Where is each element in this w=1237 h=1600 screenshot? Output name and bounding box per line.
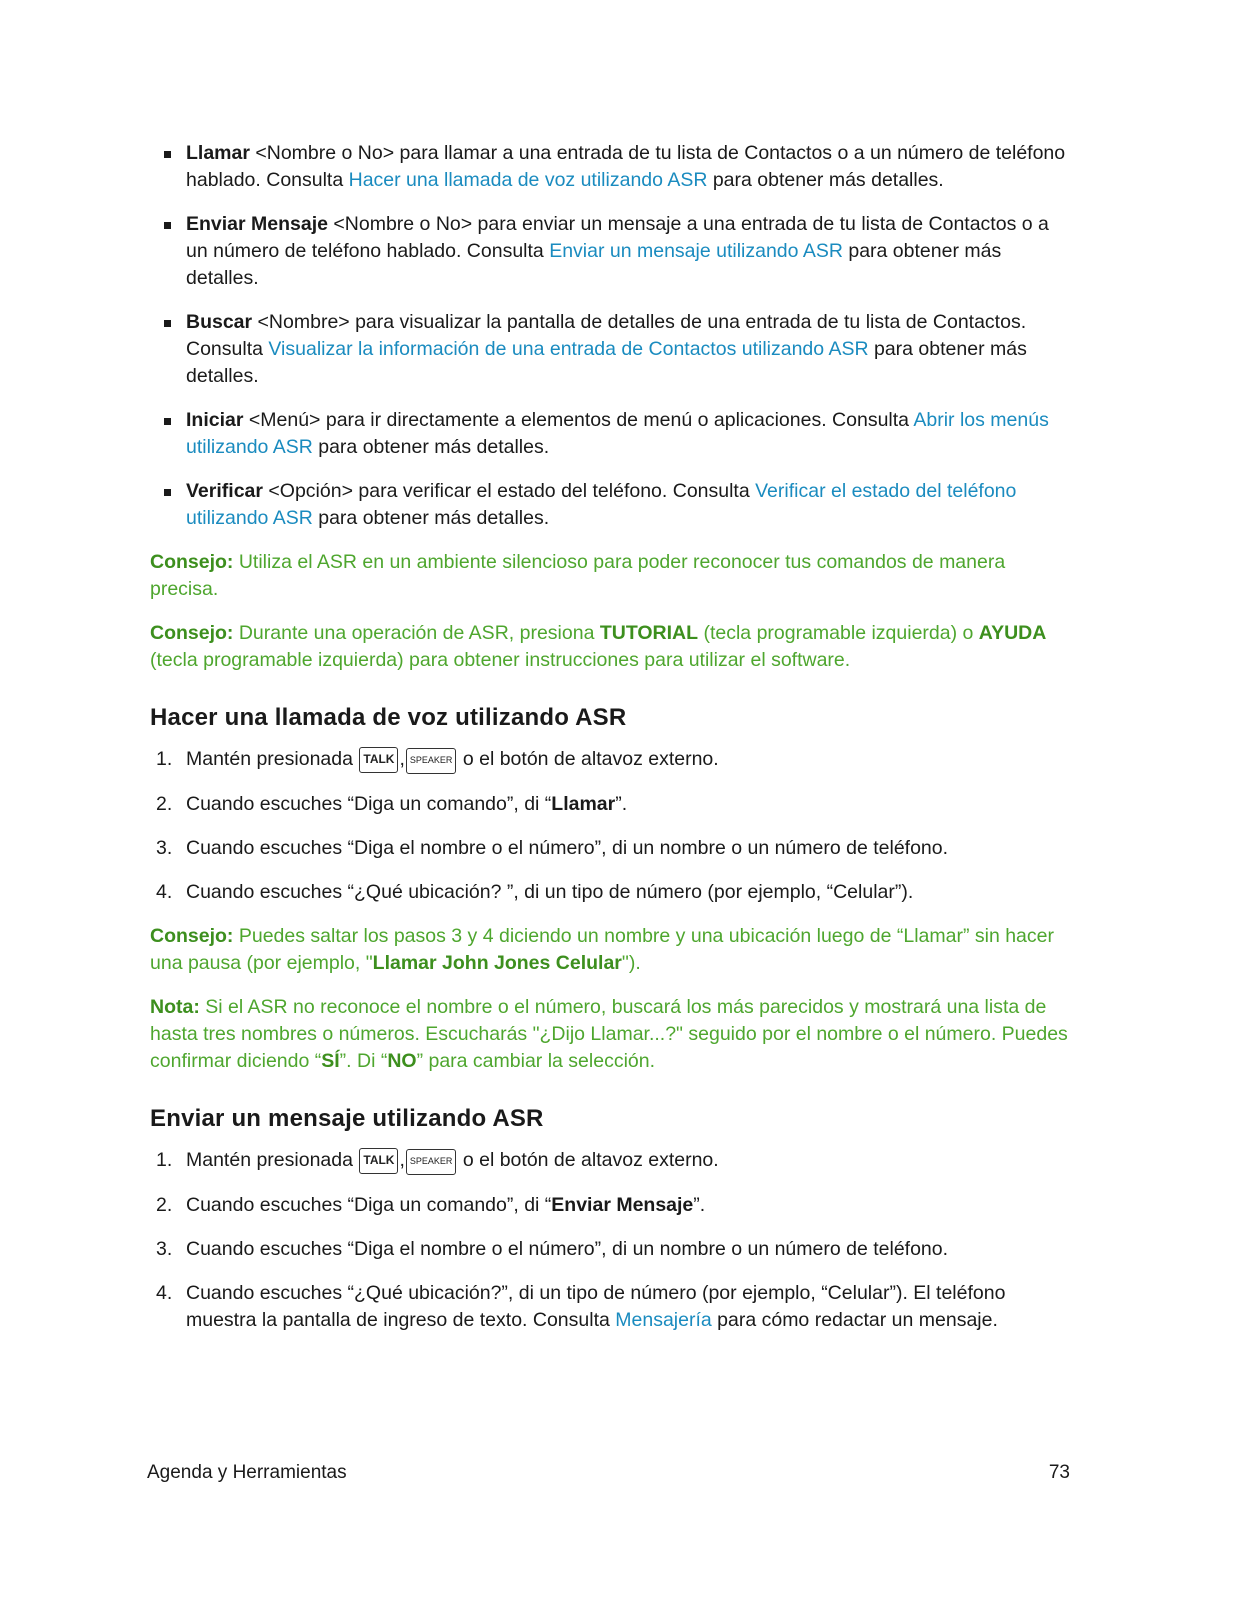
section-heading: Hacer una llamada de voz utilizando ASR	[150, 704, 627, 731]
link-abrir-menus[interactable]: Abrir los menús utilizando ASR	[186, 409, 1049, 458]
list-item: 1. Mantén presionada TALK , SPEAKER o el botón de altavoz externo.	[150, 1147, 1075, 1175]
list-item: Verificar <Opción> para verificar el estado del teléfono. Consulta Verificar el estado del teléfono utilizando ASR para obtener más detalles.	[150, 478, 1075, 532]
list-item: 2. Cuando escuches “Diga un comando”, di “Enviar Mensaje”.	[156, 1194, 706, 1216]
list-item: 3. Cuando escuches “Diga el nombre o el número”, di un nombre o un número de teléfono.	[156, 1238, 949, 1260]
list-item: 1. Mantén presionada TALK , SPEAKER o el botón de altavoz externo.	[150, 746, 1075, 774]
command-list	[150, 140, 1075, 532]
tip-paragraph: Consejo: Utiliza el ASR en un ambiente silencioso para poder reconocer tus comandos de manera precisa.	[150, 551, 1006, 600]
link-visualizar-contactos[interactable]: Visualizar la información de una entrada de Contactos utilizando ASR	[268, 338, 869, 360]
link-mensajeria[interactable]: Mensajería	[615, 1309, 712, 1331]
document-page	[150, 140, 1075, 1351]
tip-paragraph: Consejo: Durante una operación de ASR, presiona TUTORIAL (tecla programable izquierda) o AYUDA (tecla programable izquierda) para obtener instrucciones para utilizar el software.	[150, 622, 1047, 671]
steps-list	[150, 746, 1075, 906]
footer-section-title: Agenda y Herramientas	[147, 1462, 347, 1483]
link-hacer-llamada[interactable]: Hacer una llamada de voz utilizando ASR	[348, 169, 708, 191]
page-number: 73	[1048, 1462, 1070, 1483]
list-item: Buscar <Nombre> para visualizar la pantalla de detalles de una entrada de tu lista de Contactos. Consulta Visualizar la información de una entrada de Contactos utilizando ASR para obtener más detalles.	[150, 309, 1075, 390]
list-item: 4. Cuando escuches “¿Qué ubicación? ”, di un tipo de número (por ejemplo, “Celular”).	[156, 881, 914, 903]
steps-list	[150, 1147, 1075, 1334]
talk-key-icon: TALK	[359, 747, 398, 773]
link-enviar-mensaje[interactable]: Enviar un mensaje utilizando ASR	[549, 240, 843, 262]
talk-key-icon: TALK	[359, 1148, 398, 1174]
note-paragraph: Nota: Si el ASR no reconoce el nombre o el número, buscará los más parecidos y mostrará una lista de hasta tres nombres o números. Escucharás "¿Dijo Llamar...?" seguido por el nombre o el número. Puedes confirmar diciendo “SÍ”. Di “NO” para cambiar la selección.	[150, 996, 1068, 1072]
list-item: Iniciar <Menú> para ir directamente a elementos de menú o aplicaciones. Consulta Abrir los menús utilizando ASR para obtener más detalles.	[150, 407, 1075, 461]
speaker-key-icon: SPEAKER	[406, 748, 457, 774]
list-item: 2. Cuando escuches “Diga un comando”, di “Llamar”.	[156, 793, 628, 815]
list-item: 3. Cuando escuches “Diga el nombre o el número”, di un nombre o un número de teléfono.	[156, 837, 949, 859]
list-item: 4. Cuando escuches “¿Qué ubicación?”, di un tipo de número (por ejemplo, “Celular”). El teléfono muestra la pantalla de ingreso de texto. Consulta Mensajería para cómo redactar un mensaje.	[156, 1282, 1006, 1331]
list-item: Llamar <Nombre o No> para llamar a una entrada de tu lista de Contactos o a un número de teléfono hablado. Consulta Hacer una llamada de voz utilizando ASR para obtener más detalles.	[150, 140, 1075, 194]
link-verificar-estado[interactable]: Verificar el estado del teléfono utilizando ASR	[186, 480, 1017, 529]
page-footer	[147, 1462, 1070, 1484]
list-item: Enviar Mensaje <Nombre o No> para enviar un mensaje a una entrada de tu lista de Contactos o a un número de teléfono hablado. Consulta Enviar un mensaje utilizando ASR para obtener más detalles.	[150, 211, 1075, 292]
speaker-key-icon: SPEAKER	[406, 1149, 457, 1175]
section-heading: Enviar un mensaje utilizando ASR	[150, 1105, 544, 1132]
tip-paragraph: Consejo: Puedes saltar los pasos 3 y 4 diciendo un nombre y una ubicación luego de “Llamar” sin hacer una pausa (por ejemplo, "Llamar John Jones Celular").	[150, 925, 1054, 974]
